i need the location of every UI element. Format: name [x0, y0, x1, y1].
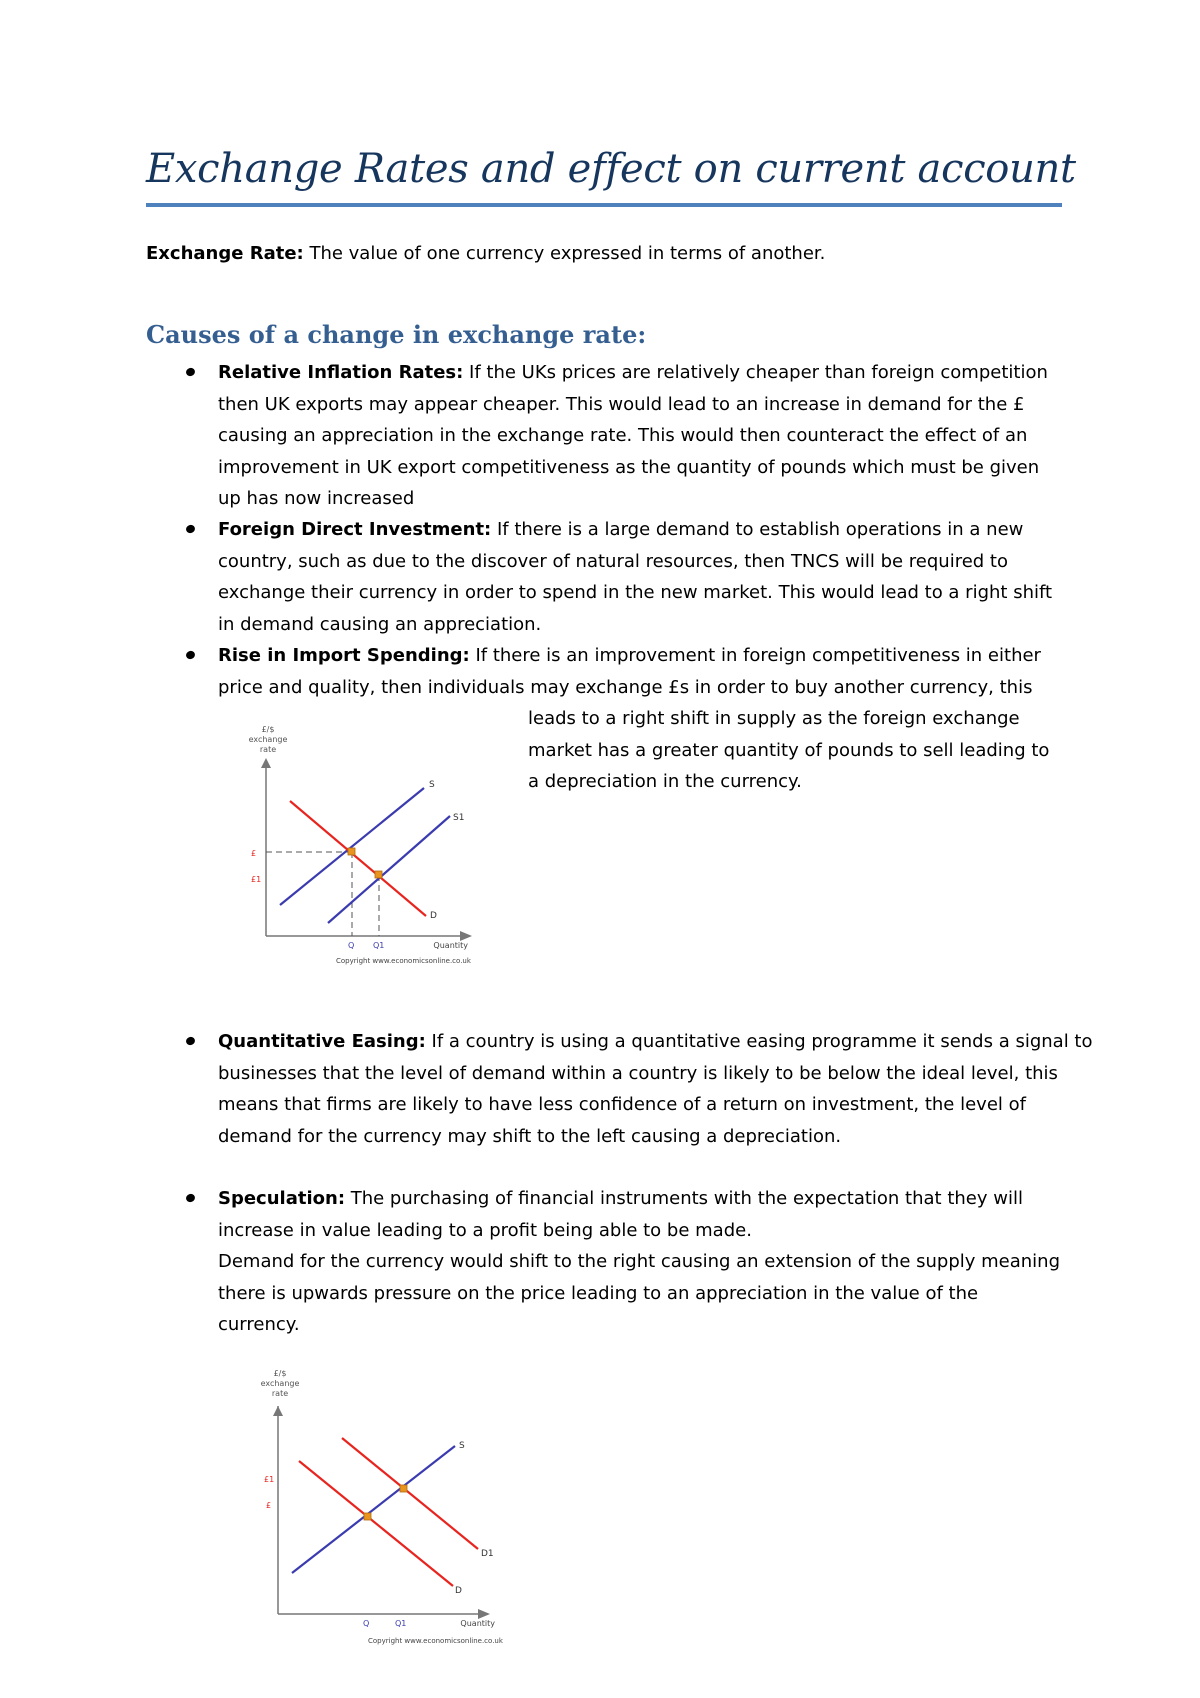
fig2-ylabel-line1: £/$ [273, 1369, 287, 1378]
fig1-qty-tick-q: Q [348, 941, 355, 950]
fig1-equilibrium-point [348, 848, 355, 855]
fig2-label-d1: D1 [481, 1549, 494, 1559]
fig1-xlabel: Quantity [433, 941, 468, 950]
fig1-y-axis-arrow [261, 758, 271, 768]
fig1-copyright: Copyright www.economicsonline.co.uk [336, 957, 471, 965]
bullet-icon [185, 367, 196, 378]
fig2-qty-tick-q: Q [363, 1619, 370, 1628]
fig1-label-s1: S1 [453, 813, 465, 823]
causes-heading: Causes of a change in exchange rate: [146, 320, 647, 349]
fig2-label-d: D [455, 1586, 462, 1596]
fig2-demand-curve-d1 [342, 1438, 478, 1549]
import-spending-wrap-text: leads to a right shift in supply as the foreign exchange market has a greater quantity of pounds to sell leading to a depreciation in the currency. [528, 708, 1050, 792]
list-item-relative-inflation: Relative Inflation Rates: If the UKs prices are relatively cheaper than foreign competition then UK exports may appear cheaper. This would lead to an increase in demand for the £ causing an appreciation in the exchange rate. This would then counteract the effect of an improvement in UK export competitiveness as the quantity of pounds which must be given up has now increased [218, 357, 1048, 515]
fig2-price-tick-p1: £1 [264, 1475, 275, 1484]
fig1-label-s: S [429, 780, 435, 790]
fig1-supply-curve-s1 [328, 816, 450, 923]
exchange-rate-definition [146, 243, 825, 264]
fig2-x-axis-arrow [478, 1609, 490, 1619]
bullet-icon [185, 650, 196, 661]
list-item-quantitative-easing: Quantitative Easing: If a country is using a quantitative easing programme it sends a signal to businesses that the level of demand within a country is likely to be below the ideal level, this means that firms are likely to have less confidence of a return on investment, the level of demand for the currency may shift to the left causing a depreciation. [218, 1026, 1093, 1152]
fig2-label-s: S [459, 1441, 465, 1451]
fig1-qty-tick-q1: Q1 [373, 941, 385, 950]
fig1-x-axis-arrow [460, 931, 472, 941]
fig2-qty-tick-q1: Q1 [395, 1619, 407, 1628]
fig2-ylabel-line3: rate [271, 1389, 289, 1398]
fig1-ylabel-line1: £/$ [261, 725, 275, 734]
fig1-ylabel-line3: rate [259, 745, 277, 754]
list-item-speculation: Speculation: The purchasing of financial instruments with the expectation that they will increase in value leading to a profit being able to be made. Demand for the currency would shift to the right causing an extension of the supply meaning there is upwards pressure on the price leading to an appreciation in the value of the currency. [218, 1183, 1060, 1341]
fig2-equilibrium-point [364, 1513, 371, 1520]
list-item-import-spending: Rise in Import Spending: If there is an improvement in foreign competitiveness in either price and quality, then individuals may exchange £s in order to buy another currency, this [218, 640, 1041, 703]
page-title: Exchange Rates and effect on current account [146, 146, 1076, 192]
fig1-new-equilibrium-point [375, 871, 382, 878]
fig2-y-axis-arrow [273, 1406, 283, 1416]
fig2-demand-curve-d [299, 1461, 453, 1586]
fig1-ylabel-line2: exchange [248, 735, 288, 744]
fig2-price-tick-p: £ [266, 1501, 272, 1510]
supply-shift-diagram [228, 718, 498, 974]
demand-shift-diagram [238, 1362, 528, 1654]
definition-text: The value of one currency expressed in terms of another. [303, 243, 826, 264]
fig1-price-tick-p1: £1 [251, 875, 262, 884]
fig1-label-d: D [430, 911, 437, 921]
fig2-xlabel: Quantity [460, 1619, 495, 1628]
bullet-icon [185, 1036, 196, 1047]
bullet-icon [185, 1193, 196, 1204]
list-item-foreign-direct-investment: Foreign Direct Investment: If there is a large demand to establish operations in a new country, such as due to the discover of natural resources, then TNCS will be required to exchange their currency in order to spend in the new market. This would lead to a right shift in demand causing an appreciation. [218, 514, 1052, 640]
fig1-price-tick-p: £ [251, 849, 257, 858]
fig1-demand-curve-d [290, 801, 426, 916]
definition-term: Exchange Rate: [146, 243, 304, 264]
fig2-copyright: Copyright www.economicsonline.co.uk [368, 1637, 503, 1645]
bullet-icon [185, 524, 196, 535]
title-underline [146, 203, 1062, 207]
fig2-ylabel-line2: exchange [260, 1379, 300, 1388]
fig2-new-equilibrium-point [400, 1485, 407, 1492]
